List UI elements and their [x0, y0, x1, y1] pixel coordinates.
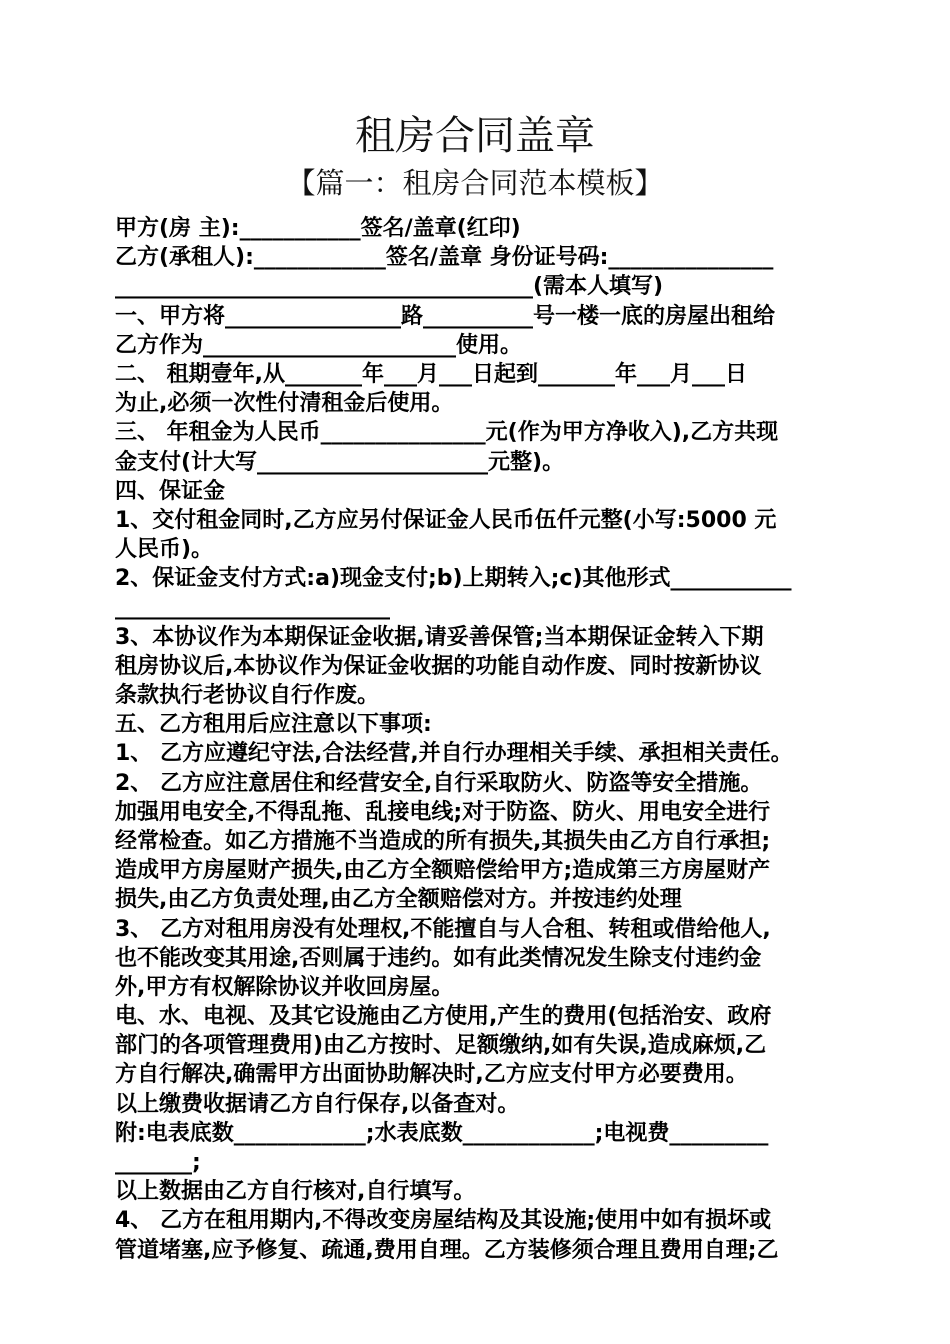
text-line: 外,甲方有权解除协议并收回房屋。 — [115, 974, 454, 1000]
text-line: 经常检查。如乙方措施不当造成的所有损失,其损失由乙方自行承担; — [115, 828, 771, 854]
text-line: 乙方作为_______________________使用。 — [115, 332, 523, 358]
text-line: 4、 乙方在租用期内,不得改变房屋结构及其设施;使用中如有损坏或 — [115, 1208, 772, 1234]
text-line: 方自行解决,确需甲方出面协助解决时,乙方应支付甲方必要费用。 — [115, 1062, 748, 1088]
text-line: 三、 年租金为人民币_______________元(作为甲方净收入),乙方共现 — [115, 420, 779, 446]
text-line: 四、保证金 — [115, 478, 226, 504]
document-title: 租房合同盖章 — [355, 113, 595, 159]
text-line: _______; — [115, 1150, 201, 1175]
text-line: 1、交付租金同时,乙方应另付保证金人民币伍仟元整(小写:5000 元 — [115, 507, 777, 533]
text-line: 人民币)。 — [115, 537, 214, 563]
text-line: _________________________ — [115, 595, 390, 621]
text-line: 以上数据由乙方自行核对,自行填写。 — [115, 1179, 476, 1205]
contract-body — [115, 214, 840, 1265]
text-line: 一、甲方将________________路__________号一楼一底的房屋出租给 — [115, 303, 776, 329]
text-line: 损失,由乙方负责处理,由乙方全额赔偿对方。并按违约处理 — [115, 887, 682, 913]
document-subtitle: 【篇一：租房合同范本模板】 — [286, 166, 664, 200]
text-line: 五、乙方租用后应注意以下事项: — [115, 712, 432, 738]
text-line: 3、本协议作为本期保证金收据,请妥善保管;当本期保证金转入下期 — [115, 624, 764, 650]
text-line: 电、水、电视、及其它设施由乙方使用,产生的费用(包括治安、政府 — [115, 1004, 772, 1030]
text-line: 以上缴费收据请乙方自行保存,以备查对。 — [115, 1091, 520, 1117]
text-line: 二、 租期壹年,从_______年___月___日起到_______年___月___日 — [115, 361, 748, 387]
text-line: 甲方(房 主):___________签名/盖章(红印) — [115, 216, 521, 241]
text-line: 租房协议后,本协议作为保证金收据的功能自动作废、同时按新协议 — [115, 653, 762, 679]
text-line: 附:电表底数____________;水表底数____________;电视费_________ — [115, 1120, 769, 1146]
text-line: 条款执行老协议自行作废。 — [115, 683, 380, 708]
text-line: 2、 乙方应注意居住和经营安全,自行采取防火、防盗等安全措施。 — [115, 770, 763, 796]
text-line: 1、 乙方应遵纪守法,合法经营,并自行办理相关手续、承担相关责任。 — [115, 741, 793, 767]
text-line: 2、保证金支付方式:a)现金支付;b)上期转入;c)其他形式___________ — [115, 566, 792, 592]
text-line: 加强用电安全,不得乱拖、乱接电线;对于防盗、防火、用电安全进行 — [115, 799, 771, 825]
text-line: 管道堵塞,应予修复、疏通,费用自理。乙方装修须合理且费用自理;乙 — [115, 1237, 779, 1263]
text-line: 金支付(计大写_____________________元整)。 — [115, 449, 565, 475]
text-line: 也不能改变其用途,否则属于违约。如有此类情况发生除支付违约金 — [115, 945, 762, 971]
text-line: 部门的各项管理费用)由乙方按时、足额缴纳,如有失误,造成麻烦,乙 — [115, 1033, 767, 1059]
text-line: ______________________________________(需本人填写) — [115, 274, 664, 300]
text-line: 造成甲方房屋财产损失,由乙方全额赔偿给甲方;造成第三方房屋财产 — [115, 858, 771, 884]
text-line: 3、 乙方对租用房没有处理权,不能擅自与人合租、转租或借给他人, — [115, 916, 771, 942]
text-line: 为止,必须一次性付清租金后使用。 — [115, 391, 454, 417]
text-line: 乙方(承租人):____________签名/盖章 身份证号码:_______________ — [115, 245, 774, 271]
